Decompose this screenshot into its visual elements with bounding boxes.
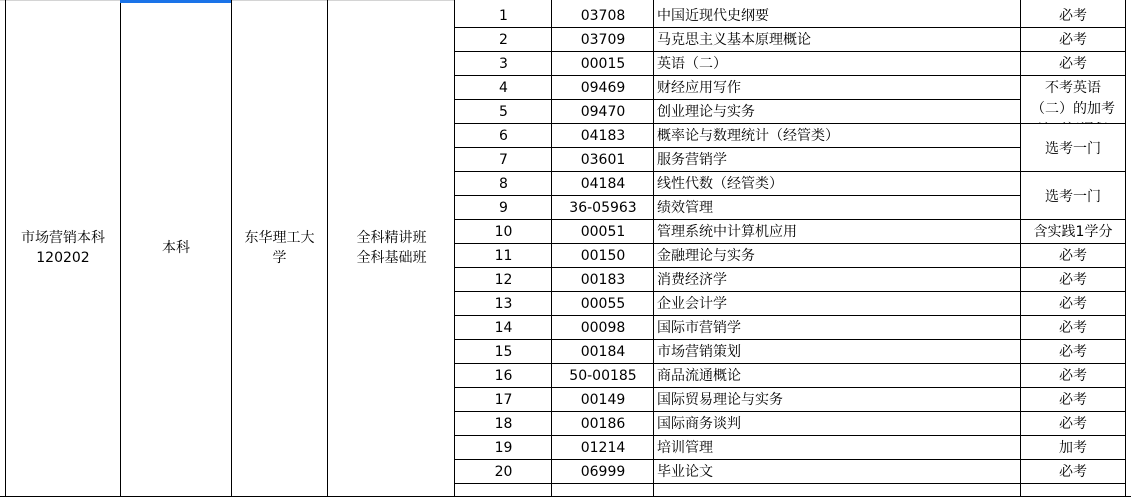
table-row[interactable] — [455, 268, 1125, 292]
course-name: 中国近现代史纲要 — [657, 8, 769, 24]
selection-indicator — [120, 0, 231, 3]
grid-line — [5, 0, 6, 496]
course-name: 毕业论文 — [657, 464, 713, 480]
row-number: 4 — [499, 80, 508, 96]
table-row[interactable] — [455, 316, 1125, 340]
course-note: 必考 — [1059, 248, 1087, 264]
course-code: 50-00185 — [569, 368, 637, 384]
table-row[interactable] — [455, 340, 1125, 364]
course-note: 必考 — [1059, 392, 1087, 408]
course-name: 英语（二） — [657, 56, 727, 72]
grid-line — [231, 0, 232, 496]
row-number: 13 — [494, 296, 513, 312]
class-line2: 全科基础班 — [356, 250, 427, 266]
course-name: 马克思主义基本原理概论 — [657, 32, 811, 48]
row-number: 3 — [499, 56, 508, 72]
class-line1: 全科精讲班 — [356, 230, 427, 246]
note-text: 选考一门 — [1045, 188, 1101, 205]
table-row[interactable] — [455, 460, 1125, 484]
course-name: 管理系统中计算机应用 — [657, 224, 797, 240]
course-note: 必考 — [1059, 56, 1087, 72]
course-name: 创业理论与实务 — [657, 104, 755, 120]
grid-line — [0, 496, 1131, 497]
course-note: 必考 — [1059, 272, 1087, 288]
table-row[interactable] — [455, 412, 1125, 436]
row-number: 8 — [499, 176, 508, 192]
table-row[interactable] — [455, 436, 1125, 460]
note-block-choose-one[interactable] — [1021, 124, 1125, 171]
course-note: 加考 — [1059, 440, 1087, 456]
row-number: 1 — [499, 8, 508, 24]
course-code: 03601 — [580, 152, 626, 168]
row-number: 15 — [494, 344, 513, 360]
school-line1: 东华理工大 — [244, 230, 315, 246]
course-code: 04184 — [580, 176, 626, 192]
grid-line — [551, 0, 552, 496]
grid-line — [327, 0, 328, 496]
note-block-choose-one[interactable] — [1021, 172, 1125, 219]
course-note: 必考 — [1059, 344, 1087, 360]
course-code: 00184 — [580, 344, 626, 360]
course-note: 必考 — [1059, 416, 1087, 432]
course-note: 必考 — [1059, 464, 1087, 480]
grid-line — [1125, 0, 1126, 496]
level-text: 本科 — [162, 240, 190, 256]
row-number: 17 — [494, 392, 513, 408]
course-code: 00051 — [580, 224, 626, 240]
course-name: 线性代数（经管类） — [657, 176, 783, 192]
course-name: 国际市营销学 — [657, 320, 741, 336]
grid-line — [454, 0, 455, 496]
table-row[interactable] — [455, 244, 1125, 268]
course-note: 含实践1学分 — [1033, 224, 1113, 240]
course-name: 财经应用写作 — [657, 80, 741, 96]
course-note: 必考 — [1059, 296, 1087, 312]
course-code: 06999 — [580, 464, 626, 480]
course-note: 必考 — [1059, 8, 1087, 24]
row-number: 2 — [499, 32, 508, 48]
course-code: 00186 — [580, 416, 626, 432]
grid-line — [1020, 0, 1021, 496]
row-number: 19 — [494, 440, 513, 456]
course-note: 必考 — [1059, 32, 1087, 48]
course-code: 09470 — [580, 104, 626, 120]
table-row[interactable] — [455, 364, 1125, 388]
row-number: 10 — [494, 224, 513, 240]
course-name: 商品流通概论 — [657, 368, 741, 384]
course-code: 03708 — [580, 8, 626, 24]
course-name: 服务营销学 — [657, 152, 727, 168]
major-cell[interactable] — [6, 0, 120, 496]
course-code: 00055 — [580, 296, 626, 312]
course-note: 必考 — [1059, 368, 1087, 384]
row-number: 12 — [494, 272, 513, 288]
note-text: 选考一门 — [1045, 140, 1101, 157]
course-code: 00149 — [580, 392, 626, 408]
course-code: 03709 — [580, 32, 626, 48]
course-name: 金融理论与实务 — [657, 248, 755, 264]
class-cell[interactable] — [328, 0, 455, 496]
row-number: 5 — [499, 104, 508, 120]
note-line: （二）的加考 — [1031, 101, 1115, 117]
grid-line — [120, 0, 121, 496]
course-code: 00098 — [580, 320, 626, 336]
level-cell[interactable] — [121, 0, 231, 496]
course-note: 必考 — [1059, 320, 1087, 336]
table-row[interactable] — [455, 220, 1125, 244]
course-name: 培训管理 — [657, 440, 713, 456]
table-row[interactable] — [455, 28, 1125, 52]
table-row[interactable] — [455, 292, 1125, 316]
course-code: 00150 — [580, 248, 626, 264]
table-row[interactable] — [455, 52, 1125, 76]
course-name: 消费经济学 — [657, 272, 727, 288]
row-number: 14 — [494, 320, 513, 336]
course-name: 企业会计学 — [657, 296, 727, 312]
course-code: 09469 — [580, 80, 626, 96]
grid-line — [653, 0, 654, 496]
course-code: 04183 — [580, 128, 626, 144]
course-name: 市场营销策划 — [657, 344, 741, 360]
school-line2: 学 — [272, 250, 287, 266]
course-code: 00183 — [580, 272, 626, 288]
course-code: 36-05963 — [569, 200, 637, 216]
course-code: 01214 — [580, 440, 626, 456]
note-line: 不考英语 — [1045, 80, 1101, 96]
row-number: 11 — [494, 248, 513, 264]
course-name: 概率论与数理统计（经管类） — [657, 128, 839, 144]
row-number: 16 — [494, 368, 513, 384]
table-row[interactable] — [455, 4, 1125, 28]
course-name: 国际商务谈判 — [657, 416, 741, 432]
row-number: 7 — [499, 152, 508, 168]
table-row[interactable] — [455, 388, 1125, 412]
row-number: 6 — [499, 128, 508, 144]
note-block-elective-extra[interactable] — [1021, 76, 1125, 123]
major-name: 市场营销本科 — [21, 230, 105, 246]
school-cell[interactable] — [232, 0, 327, 496]
course-name: 国际贸易理论与实务 — [657, 392, 783, 408]
major-code: 120202 — [36, 250, 90, 266]
course-name: 绩效管理 — [657, 200, 713, 216]
row-number: 18 — [494, 416, 513, 432]
row-number: 9 — [499, 200, 508, 216]
row-number: 20 — [494, 464, 513, 480]
course-code: 00015 — [580, 56, 626, 72]
